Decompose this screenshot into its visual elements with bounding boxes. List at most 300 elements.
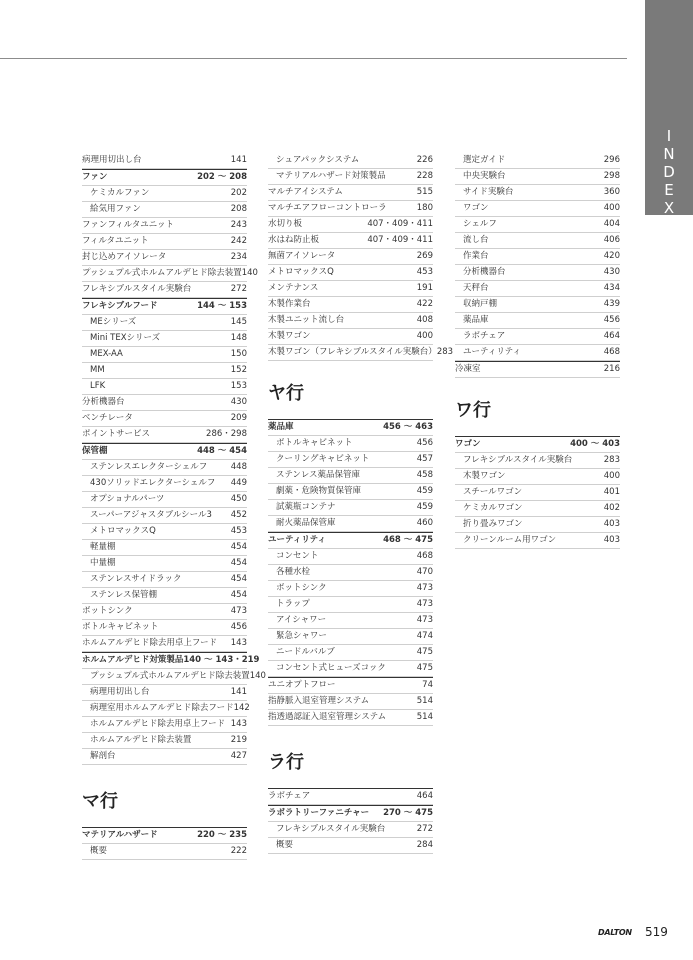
index-entry-page: 473 (416, 583, 433, 593)
index-entry-row[interactable] (82, 669, 266, 685)
index-entry-page: 140 (241, 268, 258, 278)
index-entry-row[interactable] (268, 629, 433, 645)
index-entry-page: 145 (230, 317, 247, 327)
index-entry-label: フィルタユニット (82, 236, 149, 246)
index-entry-label: シュアパックシステム (276, 155, 360, 165)
index-entry-label: 概要 (90, 846, 108, 856)
section-heading: ワ行 (455, 400, 491, 421)
index-entry-page: 406 (603, 235, 620, 245)
index-entry-page: 74 (422, 680, 433, 690)
index-entry-row[interactable] (268, 549, 433, 565)
index-entry-label: スーパーアジャスタブルシール3 (90, 510, 212, 520)
index-entry-row[interactable] (268, 249, 433, 265)
index-entry-page: 272 (230, 284, 247, 294)
index-entry-row[interactable] (82, 749, 247, 765)
index-entry-label: ボトルキャビネット (276, 438, 353, 448)
index-entry-page: 427 (230, 751, 247, 761)
index-entry-row[interactable] (82, 202, 247, 218)
index-entry-row[interactable] (82, 282, 247, 298)
index-category-row[interactable] (82, 169, 247, 186)
index-entry-row[interactable] (268, 329, 433, 345)
index-entry-page: 140 ～ 143・219 (183, 655, 260, 665)
index-entry-row[interactable] (268, 217, 433, 233)
index-entry-page: 453 (230, 526, 247, 536)
index-entry-row[interactable] (82, 620, 247, 636)
index-entry-label: 水切り板 (268, 219, 303, 229)
index-entry-label: 分析機器台 (82, 397, 125, 407)
index-entry-page: 228 (416, 171, 433, 181)
index-entry-label: クリーンルーム用ワゴン (463, 535, 557, 545)
index-entry-page: 202 ～ 208 (197, 172, 247, 182)
index-entry-page: 457 (416, 454, 433, 464)
index-entry-label: 病理用切出し台 (82, 155, 142, 165)
index-entry-row[interactable] (268, 452, 433, 468)
index-entry-row[interactable] (82, 411, 247, 427)
index-entry-label: トラップ (276, 599, 310, 609)
index-entry-label: 木製ワゴン (268, 331, 311, 341)
index-entry-page: 404 (603, 219, 620, 229)
index-entry-row[interactable] (455, 281, 620, 297)
index-entry-label: クーリングキャビネット (276, 454, 370, 464)
index-entry-row[interactable] (268, 565, 433, 581)
index-entry-row[interactable] (268, 233, 433, 249)
index-entry-label: オプショナルパーツ (90, 494, 165, 504)
index-entry-label: 収納戸棚 (463, 299, 498, 309)
index-entry-row[interactable] (455, 517, 620, 533)
index-entry-page: 452 (230, 510, 247, 520)
index-entry-row[interactable] (455, 185, 620, 201)
index-entry-row[interactable] (82, 363, 247, 379)
index-entry-label: マテリアルハザード対策製品 (276, 171, 386, 181)
index-entry-row[interactable] (82, 717, 247, 733)
index-entry-label: MEシリーズ (90, 317, 137, 327)
index-entry-row[interactable] (455, 201, 620, 217)
index-entry-label: 中央実験台 (463, 171, 506, 181)
index-entry-row[interactable] (82, 733, 247, 749)
index-entry-page: 272 (416, 824, 433, 834)
index-entry-row[interactable] (268, 645, 433, 661)
index-entry-row[interactable] (268, 265, 433, 281)
index-entry-page: 453 (416, 267, 433, 277)
index-entry-row[interactable] (268, 661, 433, 677)
index-entry-page: 468 (603, 347, 620, 357)
index-entry-page: 269 (416, 251, 433, 261)
index-entry-page: 430 (230, 397, 247, 407)
index-entry-label: ホルムアルデヒド除去装置 (90, 735, 192, 745)
index-entry-row[interactable] (268, 822, 433, 838)
index-entry-row[interactable] (455, 169, 620, 185)
index-entry-row[interactable] (82, 186, 247, 202)
index-entry-label: ホルムアルデヒド除去用卓上フード (90, 719, 226, 729)
index-entry-page: 400 (603, 203, 620, 213)
section-gap (268, 409, 433, 419)
index-entry-page: 286・298 (206, 429, 247, 439)
index-entry-page: 226 (416, 155, 433, 165)
index-entry-page: 475 (416, 647, 433, 657)
index-entry-row[interactable] (82, 250, 247, 266)
section-heading: ラ行 (268, 752, 304, 773)
index-entry-row[interactable] (82, 234, 247, 250)
index-entry-row[interactable] (82, 540, 247, 556)
index-entry-label: 作業台 (463, 251, 489, 261)
index-entry-page: 449 (230, 478, 247, 488)
index-entry-label: コンセント式ヒューズコック (276, 663, 386, 673)
index-category-row[interactable] (455, 436, 620, 453)
section-gap (82, 817, 247, 827)
index-entry-row[interactable] (455, 265, 620, 281)
index-entry-page: 220 ～ 235 (197, 830, 247, 840)
index-entry-label: サイド実験台 (463, 187, 514, 197)
index-entry-label: ニードルバルブ (276, 647, 335, 657)
index-entry-label: 緊急シャワー (276, 631, 327, 641)
index-entry-page: 401 (603, 487, 620, 497)
index-entry-row[interactable] (82, 331, 247, 347)
index-entry-page: 407・409・411 (367, 235, 433, 245)
index-entry-label: 薬品庫 (268, 422, 294, 432)
index-entry-label: フレキシブルフード (82, 301, 158, 311)
index-entry-row[interactable] (455, 485, 620, 501)
index-entry-row[interactable] (455, 297, 620, 313)
index-entry-page: 420 (603, 251, 620, 261)
index-category-row[interactable] (82, 652, 260, 669)
index-entry-row[interactable] (268, 468, 433, 484)
index-entry-page: 448 (230, 462, 247, 472)
index-entry-page: 152 (230, 365, 247, 375)
index-entry-label: ユーティリティ (268, 535, 326, 545)
index-entry-label: 封じ込めアイソレータ (82, 252, 167, 262)
index-entry-label: ラボラトリーファニチャー (268, 808, 370, 818)
index-entry-page: 454 (230, 574, 247, 584)
section-gap (268, 361, 433, 379)
index-entry-label: 折り畳みワゴン (463, 519, 523, 529)
index-entry-page: 219 (230, 735, 247, 745)
index-entry-row[interactable] (268, 788, 433, 805)
index-entry-page: 270 ～ 475 (383, 808, 433, 818)
index-entry-label: ホルムアルデヒド対策製品 (82, 655, 184, 665)
index-entry-page: 459 (416, 502, 433, 512)
index-entry-page: 456 (416, 438, 433, 448)
index-entry-page: 456 (603, 315, 620, 325)
section-gap (268, 778, 433, 788)
index-entry-label: ワゴン (463, 203, 489, 213)
index-entry-page: 243 (230, 220, 247, 230)
index-entry-row[interactable] (268, 677, 433, 694)
index-entry-label: ラボチェア (268, 791, 311, 801)
index-entry-row[interactable] (82, 556, 247, 572)
index-entry-row[interactable] (268, 297, 433, 313)
index-entry-page: 144 ～ 153 (197, 301, 247, 311)
index-entry-page: 140 (249, 671, 266, 681)
index-side-tab (645, 0, 693, 215)
index-entry-page: 434 (603, 283, 620, 293)
index-entry-row[interactable] (455, 329, 620, 345)
index-entry-label: プッシュプル式ホルムアルデヒド除去装置 (82, 268, 242, 278)
index-entry-row[interactable] (455, 533, 620, 549)
index-entry-row[interactable] (455, 345, 620, 361)
index-entry-page: 234 (230, 252, 247, 262)
index-entry-label: メトロマックスQ (90, 526, 156, 536)
index-entry-page: 403 (603, 519, 620, 529)
index-entry-label: メンテナンス (268, 283, 319, 293)
index-entry-page: 456 (230, 622, 247, 632)
index-entry-page: 454 (230, 558, 247, 568)
index-entry-page: 407・409・411 (367, 219, 433, 229)
index-entry-page: 298 (603, 171, 620, 181)
index-entry-label: フレキシブルスタイル実験台 (463, 455, 573, 465)
index-entry-label: プッシュプル式ホルムアルデヒド除去装置 (90, 671, 250, 681)
index-entry-label: ファンフィルタユニット (82, 220, 174, 230)
index-entry-page: 402 (603, 503, 620, 513)
index-entry-row[interactable] (268, 345, 454, 361)
index-entry-row[interactable] (455, 249, 620, 265)
index-entry-page: 296 (603, 155, 620, 165)
index-entry-page: 456 ～ 463 (383, 422, 433, 432)
index-entry-page: 143 (230, 638, 247, 648)
index-entry-page: 470 (416, 567, 433, 577)
index-entry-row[interactable] (268, 581, 433, 597)
index-entry-label: マルチアイシステム (268, 187, 343, 197)
index-entry-row[interactable] (268, 694, 433, 710)
section-gap (268, 726, 433, 748)
index-entry-row[interactable] (82, 508, 247, 524)
index-entry-label: 分析機器台 (463, 267, 506, 277)
index-entry-row[interactable] (268, 281, 433, 297)
index-entry-row[interactable] (82, 636, 247, 652)
index-entry-page: 422 (416, 299, 433, 309)
index-entry-page: 202 (230, 188, 247, 198)
index-entry-row[interactable] (455, 453, 620, 469)
index-entry-page: 475 (416, 663, 433, 673)
index-entry-page: 474 (416, 631, 433, 641)
index-entry-row[interactable] (82, 492, 247, 508)
index-category-row[interactable] (268, 805, 433, 822)
index-entry-label: 天秤台 (463, 283, 489, 293)
index-entry-row[interactable] (82, 476, 247, 492)
index-category-row[interactable] (82, 298, 247, 315)
index-entry-label: 指静脈入退室管理システム (268, 696, 370, 706)
index-entry-label: 保管棚 (82, 446, 108, 456)
index-entry-page: 454 (230, 542, 247, 552)
index-entry-row[interactable] (82, 588, 247, 604)
index-tab-letter: N (663, 145, 675, 163)
index-entry-page: 153 (230, 381, 247, 391)
index-entry-row[interactable] (455, 469, 620, 485)
index-entry-row[interactable] (82, 395, 247, 411)
index-entry-label: 軽量棚 (90, 542, 116, 552)
index-entry-label: 各種水栓 (276, 567, 311, 577)
index-entry-page: 459 (416, 486, 433, 496)
index-entry-label: 選定ガイド (463, 155, 506, 165)
index-entry-page: 141 (230, 155, 247, 165)
index-entry-page: 283 (436, 347, 454, 357)
index-entry-row[interactable] (82, 685, 247, 701)
index-category-row[interactable] (82, 827, 247, 844)
index-entry-row[interactable] (82, 427, 247, 443)
index-entry-label: 試薬瓶コンテナ (276, 502, 336, 512)
index-entry-page: 454 (230, 590, 247, 600)
index-entry-row[interactable] (82, 153, 247, 169)
index-entry-row[interactable] (268, 201, 433, 217)
index-entry-label: 病理室用ホルムアルデヒド除去フード (90, 703, 234, 713)
index-entry-row[interactable] (268, 710, 433, 726)
index-entry-label: ユニオプトフロー (268, 680, 336, 690)
index-entry-page: 141 (230, 687, 247, 697)
index-entry-row[interactable] (82, 347, 247, 363)
index-entry-label: 無菌アイソレータ (268, 251, 336, 261)
index-entry-label: 冷凍室 (455, 364, 481, 374)
index-entry-label: フレキシブルスタイル実験台 (276, 824, 386, 834)
index-entry-page: 439 (603, 299, 620, 309)
section-gap (455, 378, 620, 396)
index-entry-page: 464 (603, 331, 620, 341)
index-entry-label: 中量棚 (90, 558, 116, 568)
index-entry-label: マルチエアフローコントローラ (268, 203, 387, 213)
index-entry-label: マテリアルハザード (82, 830, 158, 840)
index-entry-label: 薬品庫 (463, 315, 489, 325)
index-entry-row[interactable] (82, 315, 247, 331)
index-entry-row[interactable] (82, 844, 247, 860)
index-tab-letter: X (663, 199, 675, 217)
index-entry-page: 468 ～ 475 (383, 535, 433, 545)
index-entry-label: 耐火薬品保管庫 (276, 518, 336, 528)
index-entry-label: ボットシンク (276, 583, 327, 593)
index-entry-page: 400 (416, 331, 433, 341)
index-entry-page: 403 (603, 535, 620, 545)
index-entry-row[interactable] (455, 153, 620, 169)
index-entry-label: 劇薬・危険物質保管庫 (276, 486, 362, 496)
index-entry-label: 指透過認証入退室管理システム (268, 712, 387, 722)
page-number: 519 (645, 925, 668, 939)
index-entry-row[interactable] (455, 361, 620, 378)
index-entry-label: フレキシブルスタイル実験台 (82, 284, 192, 294)
index-entry-page: 216 (603, 364, 620, 374)
index-entry-label: 木製ユニット流し台 (268, 315, 345, 325)
index-entry-page: 514 (416, 712, 433, 722)
index-entry-label: ベンチレータ (82, 413, 133, 423)
index-entry-page: 400 (603, 471, 620, 481)
index-entry-row[interactable] (268, 500, 433, 516)
index-entry-page: 209 (230, 413, 247, 423)
index-category-row[interactable] (268, 532, 433, 549)
index-entry-row[interactable] (82, 524, 247, 540)
index-entry-label: MEX-AA (90, 349, 123, 359)
index-entry-label: スチールワゴン (463, 487, 523, 497)
section-gap (82, 765, 247, 787)
index-entry-page: 458 (416, 470, 433, 480)
index-entry-label: ステンレスサイドラック (90, 574, 182, 584)
index-entry-label: ホルムアルデヒド除去用卓上フード (82, 638, 218, 648)
index-entry-page: 408 (416, 315, 433, 325)
index-entry-label: メトロマックスQ (268, 267, 334, 277)
index-entry-page: 448 ～ 454 (197, 446, 247, 456)
section-heading: マ行 (82, 791, 118, 812)
index-entry-page: 142 (233, 703, 250, 713)
index-entry-label: 430ソリッドエレクターシェルフ (90, 478, 216, 488)
index-tab-letter: D (663, 163, 675, 181)
brand-logo: DALTON (598, 928, 632, 937)
index-entry-page: 473 (230, 606, 247, 616)
index-entry-label: ケミカルファン (90, 188, 150, 198)
index-entry-label: MM (90, 365, 105, 375)
index-entry-row[interactable] (268, 185, 433, 201)
index-entry-row[interactable] (82, 266, 258, 282)
index-entry-page: 464 (416, 791, 433, 801)
index-entry-page: 430 (603, 267, 620, 277)
index-entry-page: 468 (416, 551, 433, 561)
index-entry-row[interactable] (82, 460, 247, 476)
index-entry-page: 284 (416, 840, 433, 850)
index-entry-row[interactable] (268, 516, 433, 532)
index-entry-page: 400 ～ 403 (570, 439, 620, 449)
index-entry-row[interactable] (268, 153, 433, 169)
index-entry-row[interactable] (268, 597, 433, 613)
index-entry-row[interactable] (82, 572, 247, 588)
index-entry-row[interactable] (268, 436, 433, 452)
index-entry-label: 木製ワゴン（フレキシブルスタイル実験台） (268, 347, 437, 357)
index-entry-page: 242 (230, 236, 247, 246)
index-entry-row[interactable] (82, 604, 247, 620)
index-entry-label: ボットシンク (82, 606, 133, 616)
index-entry-page: 191 (416, 283, 433, 293)
index-entry-row[interactable] (268, 313, 433, 329)
index-entry-row[interactable] (455, 501, 620, 517)
index-entry-label: 流し台 (463, 235, 489, 245)
index-entry-label: 水はね防止板 (268, 235, 320, 245)
index-entry-label: 木製ワゴン (463, 471, 506, 481)
index-entry-row[interactable] (268, 169, 433, 185)
index-entry-label: コンセント (276, 551, 319, 561)
index-entry-label: 概要 (276, 840, 294, 850)
section-heading: ヤ行 (268, 383, 304, 404)
index-entry-label: ファン (82, 172, 108, 182)
index-category-row[interactable] (82, 443, 247, 460)
index-entry-label: ステンレスエレクターシェルフ (90, 462, 208, 472)
index-entry-label: ワゴン (455, 439, 481, 449)
index-entry-page: 360 (603, 187, 620, 197)
index-entry-label: ケミカルワゴン (463, 503, 523, 513)
index-entry-label: ステンレス保管棚 (90, 590, 157, 600)
index-tab-label (645, 127, 693, 217)
index-entry-row[interactable] (455, 217, 620, 233)
index-entry-label: 病理用切出し台 (90, 687, 150, 697)
index-entry-label: ラボチェア (463, 331, 506, 341)
index-entry-row[interactable] (268, 838, 433, 854)
index-column-3 (455, 153, 620, 549)
index-entry-page: 150 (230, 349, 247, 359)
index-entry-page: 473 (416, 615, 433, 625)
index-entry-page: 208 (230, 204, 247, 214)
index-entry-page: 514 (416, 696, 433, 706)
index-entry-label: ボトルキャビネット (82, 622, 159, 632)
index-entry-page: 180 (416, 203, 433, 213)
index-column-1 (82, 153, 266, 860)
index-entry-page: 222 (230, 846, 247, 856)
index-entry-row[interactable] (268, 484, 433, 500)
index-entry-row[interactable] (82, 379, 247, 395)
index-entry-label: Mini TEXシリーズ (90, 333, 161, 343)
index-entry-row[interactable] (82, 218, 247, 234)
index-entry-row[interactable] (455, 233, 620, 249)
index-entry-row[interactable] (268, 613, 433, 629)
index-entry-row[interactable] (82, 701, 250, 717)
index-entry-page: 283 (603, 455, 620, 465)
index-entry-page: 148 (230, 333, 247, 343)
index-entry-label: ステンレス薬品保管庫 (276, 470, 360, 480)
index-entry-row[interactable] (455, 313, 620, 329)
index-category-row[interactable] (268, 419, 433, 436)
index-entry-page: 460 (416, 518, 433, 528)
index-entry-label: シェルフ (463, 219, 497, 229)
